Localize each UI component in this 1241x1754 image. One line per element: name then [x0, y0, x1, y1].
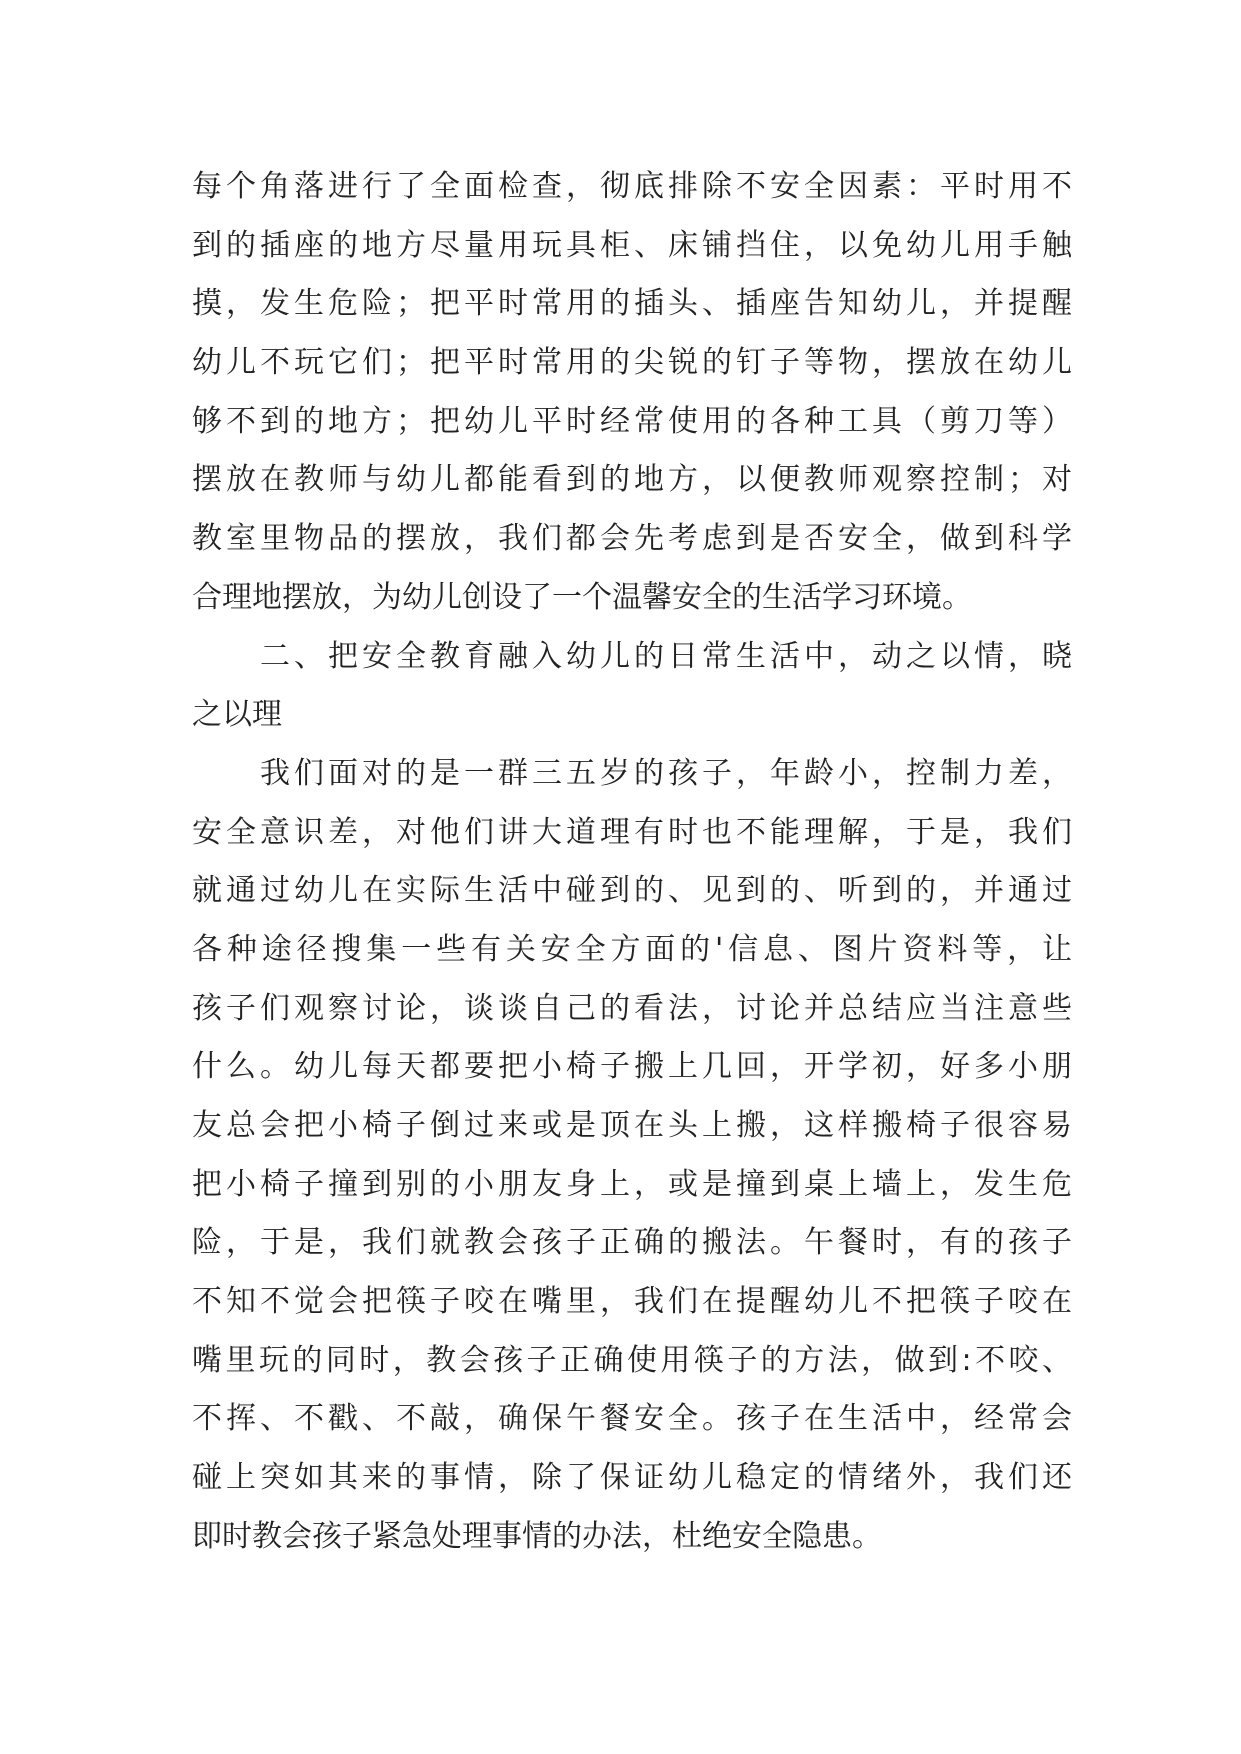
document-body	[192, 158, 1072, 1567]
text-line: 不知不觉会把筷子咬在嘴里，我们在提醒幼儿不把筷子咬在	[192, 1284, 1072, 1320]
text-line: 不挥、不戳、不敲，确保午餐安全。孩子在生活中，经常会	[192, 1401, 1072, 1437]
text-line: 之以理	[192, 697, 282, 733]
text-line: 各种途径搜集一些有关安全方面的'信息、图片资料等，让	[192, 931, 1072, 967]
text-line: 够不到的地方；把幼儿平时经常使用的各种工具（剪刀等）	[192, 403, 1072, 439]
text-line: 幼儿不玩它们；把平时常用的尖锐的钉子等物，摆放在幼儿	[192, 345, 1072, 381]
text-line: 合理地摆放，为幼儿创设了一个温馨安全的生活学习环境。	[192, 579, 972, 615]
text-line: 就通过幼儿在实际生活中碰到的、见到的、听到的，并通过	[192, 873, 1072, 909]
text-line: 我们面对的是一群三五岁的孩子，年龄小，控制力差，	[260, 755, 1072, 791]
text-line: 教室里物品的摆放，我们都会先考虑到是否安全，做到科学	[192, 521, 1072, 557]
text-line: 什么。幼儿每天都要把小椅子搬上几回，开学初，好多小朋	[192, 1049, 1072, 1085]
text-line: 孩子们观察讨论，谈谈自己的看法，讨论并总结应当注意些	[192, 990, 1072, 1026]
text-line: 嘴里玩的同时，教会孩子正确使用筷子的方法，做到:不咬、	[192, 1342, 1072, 1378]
text-line: 即时教会孩子紧急处理事情的办法，杜绝安全隐患。	[192, 1518, 882, 1554]
text-line: 友总会把小椅子倒过来或是顶在头上搬，这样搬椅子很容易	[192, 1108, 1072, 1143]
text-line: 摸，发生危险；把平时常用的插头、插座告知幼儿，并提醒	[192, 286, 1072, 322]
text-line: 每个角落进行了全面检查，彻底排除不安全因素：平时用不	[192, 169, 1072, 204]
text-line: 险，于是，我们就教会孩子正确的搬法。午餐时，有的孩子	[192, 1225, 1072, 1261]
text-line: 二、把安全教育融入幼儿的日常生活中，动之以情，晓	[260, 638, 1072, 674]
text-line: 把小椅子撞到别的小朋友身上，或是撞到桌上墙上，发生危	[192, 1166, 1072, 1202]
text-line: 摆放在教师与幼儿都能看到的地方，以便教师观察控制；对	[192, 462, 1072, 498]
text-line: 安全意识差，对他们讲大道理有时也不能理解，于是，我们	[192, 814, 1072, 850]
text-line: 碰上突如其来的事情，除了保证幼儿稳定的情绪外，我们还	[192, 1460, 1072, 1496]
text-line: 到的插座的地方尽量用玩具柜、床铺挡住，以免幼儿用手触	[192, 227, 1072, 263]
